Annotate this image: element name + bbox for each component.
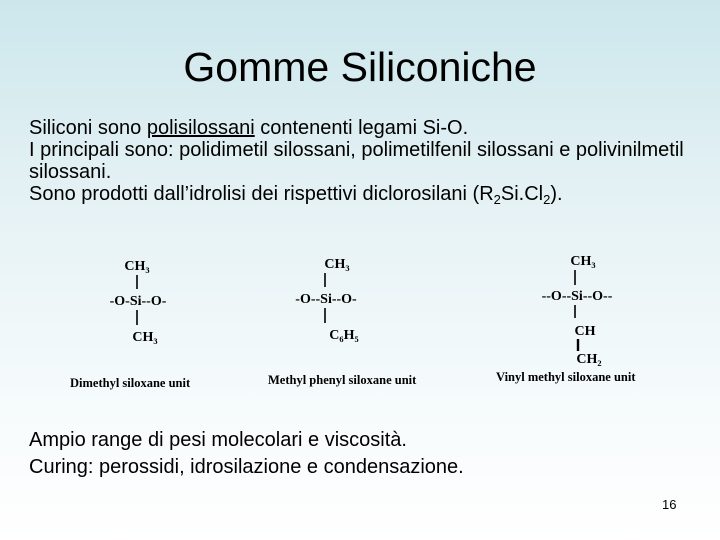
s2-backbone: -O--Si--O- — [295, 292, 357, 307]
slide-title: Gomme Siliconiche — [183, 44, 537, 90]
underlined-term: polisilossani — [146, 117, 255, 139]
structure-vinyl-methyl — [496, 254, 636, 384]
line-principali: I principali sono: polidimetil silossani, polimetilfenil silossani e polivinilmetil silossani. — [29, 139, 684, 183]
structure-methyl-phenyl — [268, 257, 417, 387]
bottom-line-1: Ampio range di pesi molecolari e viscosità. — [29, 429, 407, 451]
s1-bottom-group: CH₃ — [132, 330, 158, 345]
s1-top-group: CH₃ — [124, 259, 150, 274]
s2-bottom-group: C₆H₅ — [329, 328, 359, 343]
s3-caption: Vinyl methyl siloxane unit — [496, 370, 636, 384]
s1-backbone: -O-Si--O- — [109, 294, 167, 309]
s2-top-group: CH₃ — [324, 257, 350, 272]
s3-bottom-group: CH₂ — [576, 352, 602, 367]
s3-middle-group: CH — [574, 324, 596, 339]
s3-backbone: --O--Si--O-- — [541, 289, 613, 304]
bottom-line-2: Curing: perossidi, idrosilazione e condensazione. — [29, 456, 464, 478]
page-number: 16 — [662, 497, 677, 512]
line-prodotti: Sono prodotti dall’idrolisi dei rispettivi diclorosilani $(R_2Si.Cl_2)$. — [29, 183, 563, 207]
bottom-text — [29, 427, 709, 481]
line-siliconi: Siliconi sono polisilossani contenenti legami Si-O. — [29, 117, 469, 139]
structures-figure — [0, 245, 720, 393]
chemical-structures — [0, 245, 720, 393]
structure-dimethyl — [70, 259, 191, 390]
body-text — [29, 117, 709, 205]
s2-caption: Methyl phenyl siloxane unit — [268, 373, 417, 387]
s3-top-group: CH₃ — [570, 254, 596, 269]
s1-caption: Dimethyl siloxane unit — [70, 376, 191, 390]
